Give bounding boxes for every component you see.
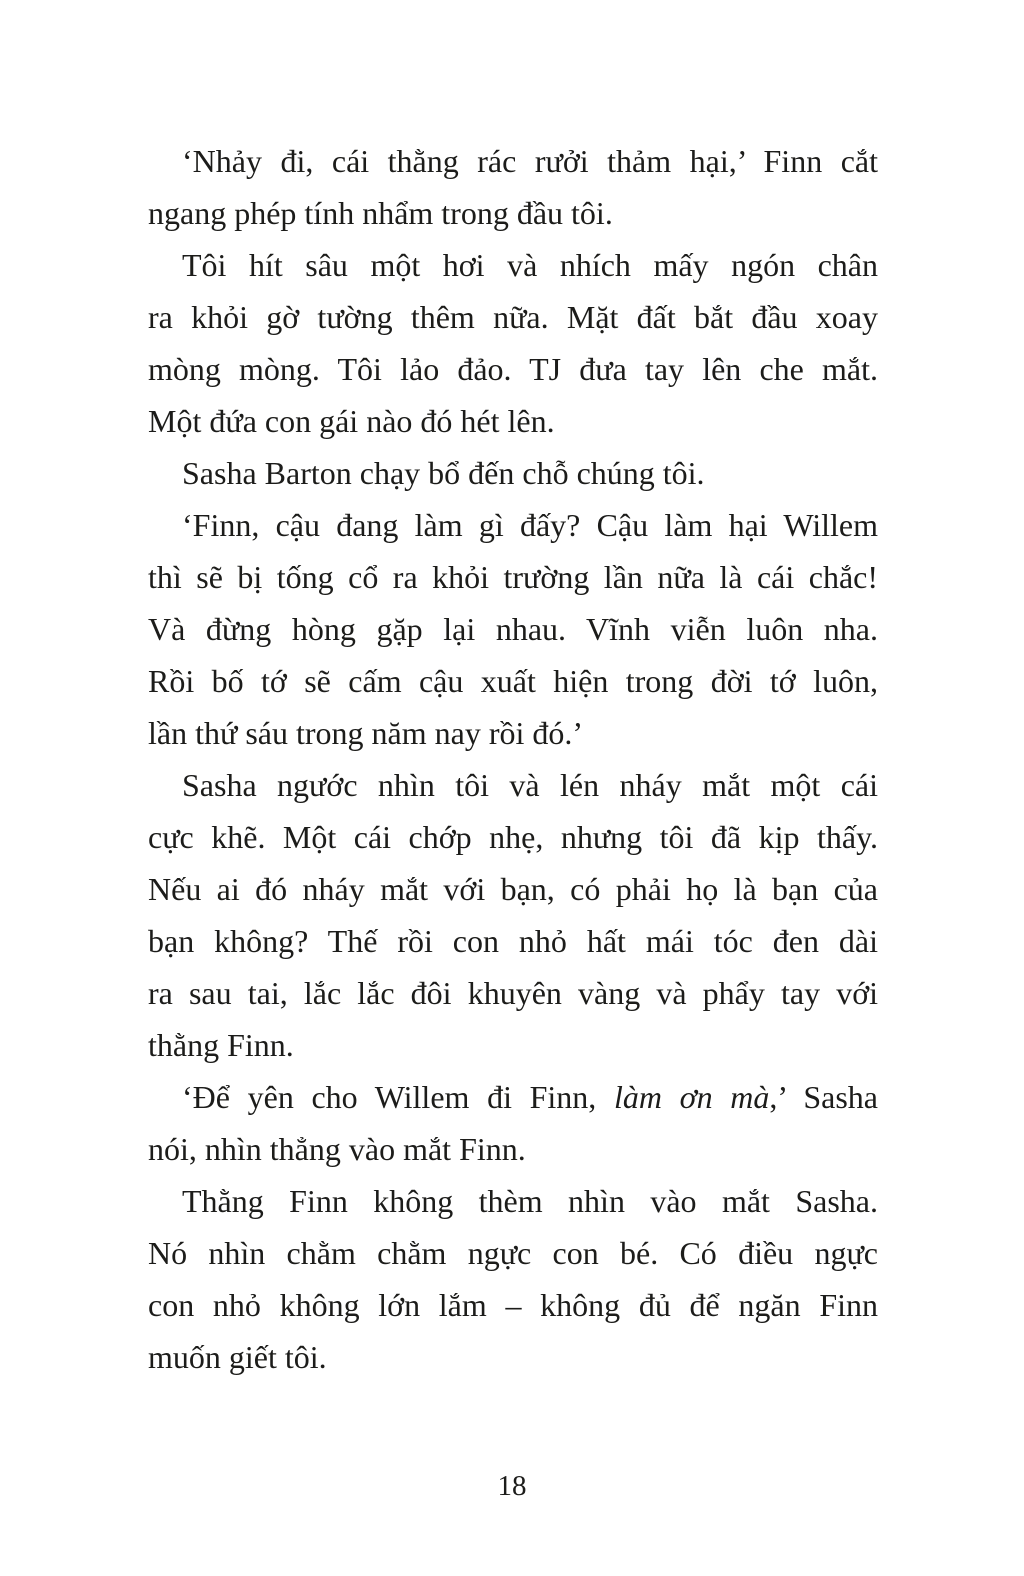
paragraph (148, 135, 878, 239)
text-segment: bạn không? Thế rồi con nhỏ hất mái tóc đen dài (148, 923, 878, 959)
text-line (148, 499, 878, 551)
text-line (148, 811, 878, 863)
text-line (148, 291, 878, 343)
text-line (148, 447, 878, 499)
text-segment: Sasha Barton chạy bổ đến chỗ chúng tôi. (182, 455, 705, 491)
text-line (148, 655, 878, 707)
text-segment: Nó nhìn chằm chằm ngực con bé. Có điều ngực (148, 1235, 878, 1271)
text-segment: Tôi hít sâu một hơi và nhích mấy ngón chân (182, 247, 878, 283)
text-line (148, 395, 878, 447)
paragraph (148, 239, 878, 447)
paragraph (148, 1071, 878, 1175)
text-line (148, 135, 878, 187)
text-segment: con nhỏ không lớn lắm – không đủ để ngăn Finn (148, 1287, 878, 1323)
text-line (148, 239, 878, 291)
text-line (148, 759, 878, 811)
text-line (148, 1175, 878, 1227)
text-line (148, 1331, 878, 1383)
text-segment: lần thứ sáu trong năm nay rồi đó.’ (148, 715, 584, 751)
text-segment: cực khẽ. Một cái chớp nhẹ, nhưng tôi đã kịp thấy. (148, 819, 878, 855)
paragraph (148, 447, 878, 499)
text-segment: Một đứa con gái nào đó hét lên. (148, 403, 555, 439)
paragraph (148, 499, 878, 759)
page-number: 18 (497, 1470, 527, 1502)
text-segment: thằng Finn. (148, 1027, 294, 1063)
text-line (148, 551, 878, 603)
text-segment: thì sẽ bị tống cổ ra khỏi trường lần nữa là cái chắc! (148, 559, 878, 595)
text-segment: ra sau tai, lắc lắc đôi khuyên vàng và phẩy tay với (148, 975, 878, 1011)
text-line (148, 343, 878, 395)
text-segment: ra khỏi gờ tường thêm nữa. Mặt đất bắt đầu xoay (148, 299, 878, 335)
text-segment: ‘Nhảy đi, cái thằng rác rưởi thảm hại,’ Finn cắt (182, 143, 878, 179)
text-line (148, 603, 878, 655)
text-segment: Nếu ai đó nháy mắt với bạn, có phải họ là bạn của (148, 871, 878, 907)
text-segment: làm ơn mà (613, 1079, 770, 1115)
text-line (148, 707, 878, 759)
text-segment: mòng mòng. Tôi lảo đảo. TJ đưa tay lên che mắt. (148, 351, 878, 387)
body-text (148, 135, 878, 1383)
text-line (148, 187, 878, 239)
text-line (148, 1071, 878, 1123)
text-segment: Thằng Finn không thèm nhìn vào mắt Sasha. (182, 1183, 878, 1219)
text-line (148, 1279, 878, 1331)
text-line (148, 1019, 878, 1071)
text-segment: muốn giết tôi. (148, 1339, 327, 1375)
text-line (148, 1227, 878, 1279)
text-line (148, 967, 878, 1019)
text-segment: Rồi bố tớ sẽ cấm cậu xuất hiện trong đời tớ luôn, (148, 663, 878, 699)
text-segment: Và đừng hòng gặp lại nhau. Vĩnh viễn luôn nha. (148, 611, 878, 647)
text-line (148, 863, 878, 915)
text-segment: ‘Để yên cho Willem đi Finn, (182, 1079, 614, 1115)
text-segment: Sasha ngước nhìn tôi và lén nháy mắt một cái (182, 767, 878, 803)
text-segment: ‘Finn, cậu đang làm gì đấy? Cậu làm hại Willem (182, 507, 878, 543)
paragraph (148, 759, 878, 1071)
paragraph (148, 1175, 878, 1383)
text-segment: ngang phép tính nhẩm trong đầu tôi. (148, 195, 613, 231)
text-segment: ,’ Sasha (769, 1079, 878, 1115)
text-line (148, 1123, 878, 1175)
text-segment: nói, nhìn thẳng vào mắt Finn. (148, 1131, 526, 1167)
text-line (148, 915, 878, 967)
